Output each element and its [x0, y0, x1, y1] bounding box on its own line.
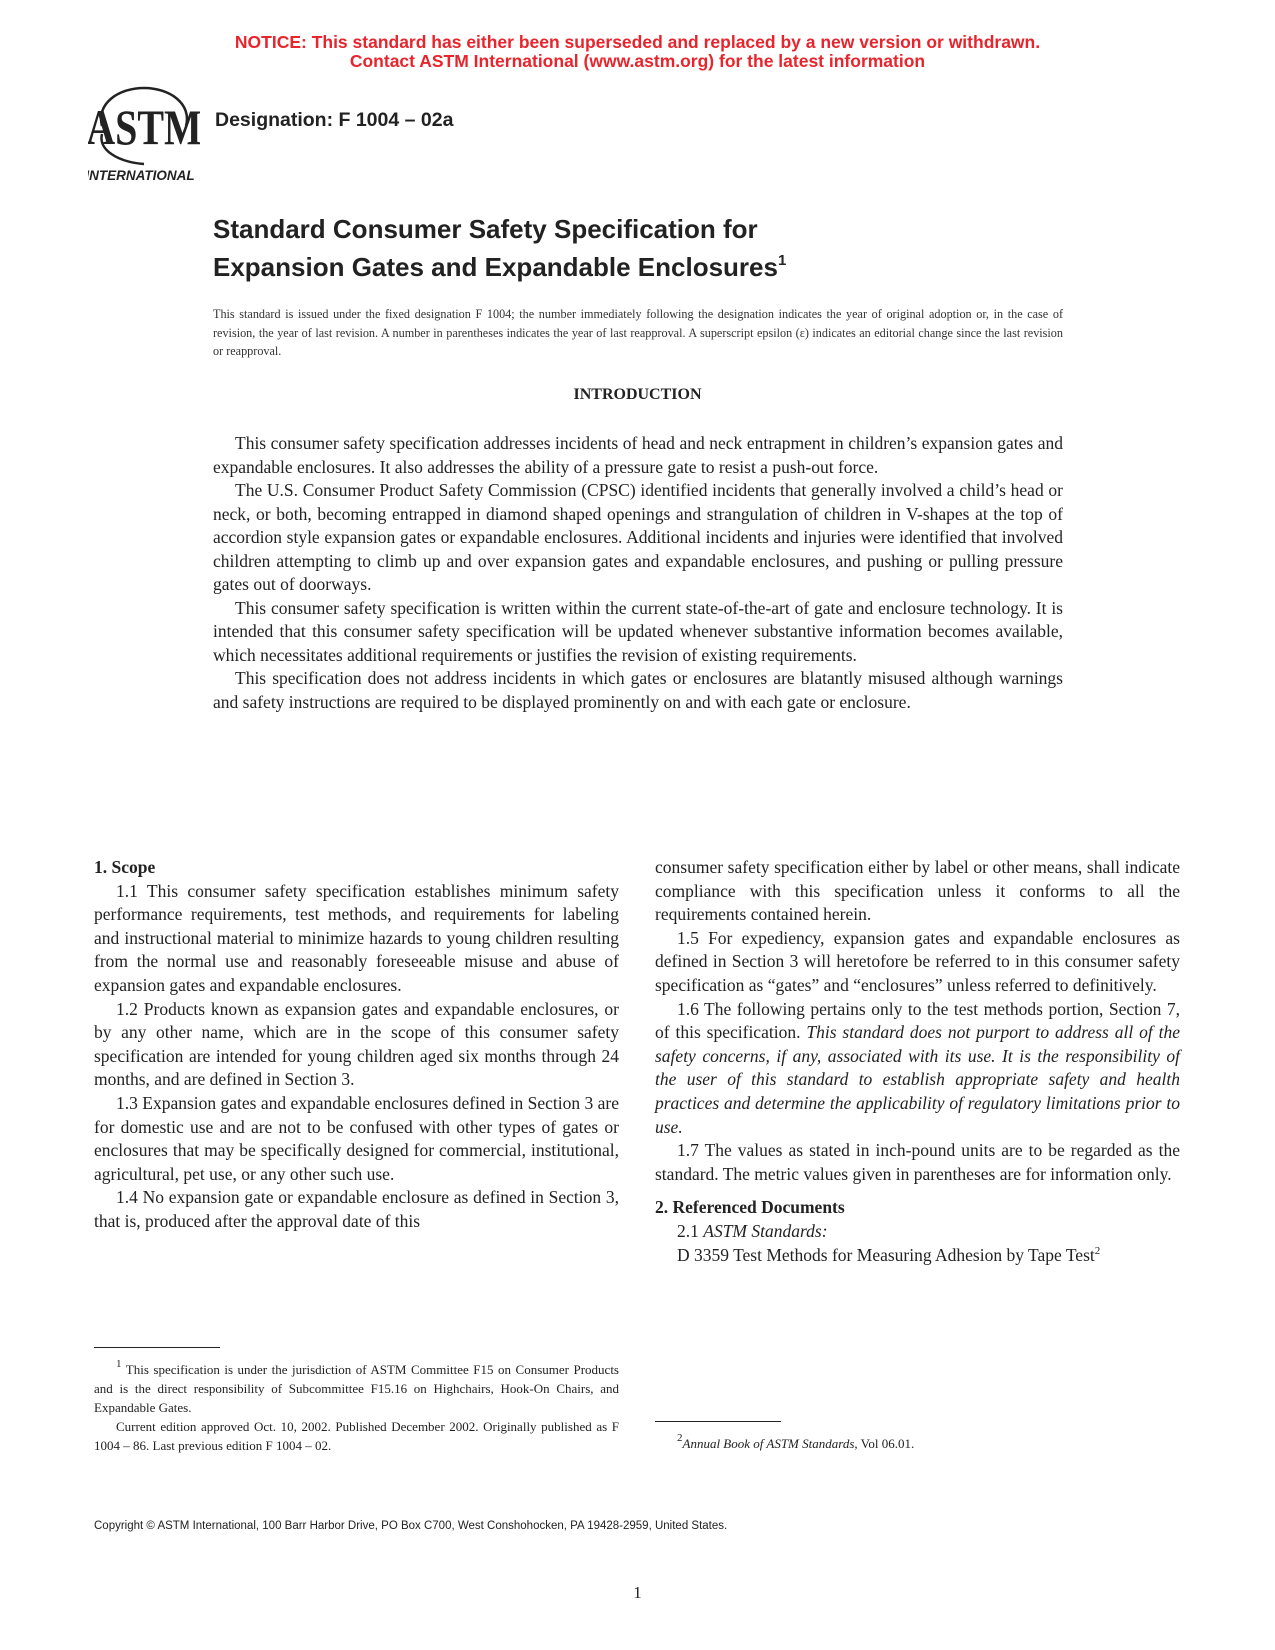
- paragraph-1-1: 1.1 This consumer safety specification establishes minimum safety performance requirements, test methods, and requirements for labeling and instructional material to minimize hazards to young children resulting from the normal use and reasonably foreseeable misuse and abuse of expansion gates and expandable enclosures.: [94, 880, 619, 995]
- notice-line-1: NOTICE: This standard has either been superseded and replaced by a new version or withdrawn.: [234, 32, 1041, 52]
- designation: Designation: F 1004 – 02a: [215, 109, 454, 131]
- title-line-1: Standard Consumer Safety Specification for: [213, 214, 758, 244]
- footnote-2-volume: , Vol 06.01.: [854, 1436, 915, 1451]
- paragraph-1-7: 1.7 The values as stated in inch-pound units are to be regarded as the standard. The metric values given in parentheses are for information only.: [655, 1140, 1180, 1184]
- page-number: 1: [633, 1583, 642, 1602]
- logo-international: INTERNATIONAL: [88, 168, 195, 183]
- intro-paragraph: The U.S. Consumer Product Safety Commission (CPSC) identified incidents that generally involved a child’s head or neck, or both, becoming entrapped in diamond shaped openings and strangulation of children in V-shapes at the top of accordion style expansion gates or expandable enclosures. Additional incidents and injuries were identified that involved children attempting to climb up and over expansion gates and expandable enclosures, and pushing or pulling pressure gates out of doorways.: [213, 480, 1063, 594]
- introduction-body: [213, 432, 1063, 714]
- notice-line-2: Contact ASTM International (www.astm.org) for the latest information: [349, 51, 926, 71]
- title-footnote-ref: 1: [777, 252, 787, 269]
- paragraph-1-3: 1.3 Expansion gates and expandable enclosures defined in Section 3 are for domestic use and are not to be confused with other types of gates or enclosures that may be specifically designed for commercial, institutional, agricultural, pet use, or any other such use.: [94, 1092, 619, 1184]
- section-2-heading: 2. Referenced Documents: [655, 1197, 845, 1218]
- footnote-1-edition: Current edition approved Oct. 10, 2002. Published December 2002. Originally published as F 1004 – 86. Last previous edition F 1004 – 02.: [94, 1419, 619, 1453]
- right-column: [655, 856, 1180, 1267]
- introduction-heading: INTRODUCTION: [573, 386, 702, 403]
- paragraph-1-5: 1.5 For expediency, expansion gates and expandable enclosures as defined in Section 3 will heretofore be referred to in this consumer safety specification as “gates” and “enclosures” unless referred to definitively.: [655, 927, 1180, 995]
- referenced-document: [655, 1244, 1180, 1268]
- withdrawal-notice: [0, 33, 1275, 71]
- paragraph-1-6-caveat: This standard does not purport to address all of the safety concerns, if any, associated with its use. It is the responsibility of the user of this standard to establish appropriate safety and health practices and determine the applicability of regulatory limitations prior to use.: [655, 1022, 1180, 1137]
- paragraph-1-6: [655, 998, 1180, 1140]
- paragraph-1-6-text: 1.6 The following pertains only to the test methods portion, Section 7, of this specification.: [655, 998, 1180, 1043]
- reference-footnote-ref: 2: [1094, 1244, 1101, 1257]
- footnote-1-number: 1: [116, 1358, 122, 1370]
- document-title: [213, 213, 786, 283]
- footnote-2-number: 2: [677, 1432, 683, 1444]
- intro-paragraph: This consumer safety specification addresses incidents of head and neck entrapment in children’s expansion gates and expandable enclosures. It also addresses the ability of a pressure gate to resist a push-out force.: [213, 433, 1063, 477]
- left-column: [94, 856, 619, 1234]
- footnote-divider: [94, 1347, 220, 1348]
- title-line-2: Expansion Gates and Expandable Enclosures: [213, 252, 778, 282]
- reference-d3359: D 3359 Test Methods for Measuring Adhesion by Tape Test: [677, 1244, 1095, 1265]
- paragraph-1-2: 1.2 Products known as expansion gates and expandable enclosures, or by any other name, which are in the scope of this consumer safety specification are intended for young children aged six months through 24 months, and are defined in Section 3.: [94, 998, 619, 1090]
- section-1-heading: 1. Scope: [94, 857, 156, 877]
- footnote-1-text: This specification is under the jurisdiction of ASTM Committee F15 on Consumer Products and is the direct responsibility of Subcommittee F15.16 on Highchairs, Hook-On Chairs, and Expandable Gates.: [94, 1362, 619, 1415]
- issue-statement: This standard is issued under the fixed designation F 1004; the number immediately following the designation indicates the year of original adoption or, in the case of revision, the year of last revision. A number in parentheses indicates the year of last reapproval. A superscript epsilon (ε) indicates an editorial change since the last revision or reapproval.: [213, 307, 1063, 358]
- footnote-2: [655, 1434, 1180, 1453]
- copyright-line: Copyright © ASTM International, 100 Barr Harbor Drive, PO Box C700, West Conshohocken, PA 19428-2959, United States.: [94, 1520, 728, 1532]
- footnote-divider: [655, 1421, 781, 1422]
- footnote-1: [94, 1360, 619, 1455]
- astm-logo-graphic: [88, 84, 200, 184]
- subsection-2-1-number: 2.1: [677, 1220, 699, 1241]
- subsection-2-1: [655, 1220, 1180, 1244]
- logo-wordmark: ASTM: [88, 99, 200, 156]
- subsection-2-1-title: ASTM Standards:: [703, 1220, 828, 1241]
- paragraph-1-4: 1.4 No expansion gate or expandable enclosure as defined in Section 3, that is, produced after the approval date of this: [94, 1187, 619, 1231]
- intro-paragraph: This consumer safety specification is written within the current state-of-the-art of gate and enclosure technology. It is intended that this consumer safety specification will be updated whenever substantive information becomes available, which necessitates additional requirements or justifies the revision of existing requirements.: [213, 597, 1063, 665]
- paragraph-1-4-continued: consumer safety specification either by label or other means, shall indicate compliance with this specification unless it conforms to all the requirements contained herein.: [655, 857, 1180, 925]
- intro-paragraph: This specification does not address incidents in which gates or enclosures are blatantly misused although warnings and safety instructions are required to be displayed prominently on and with each gate or enclosure.: [213, 668, 1063, 712]
- footnote-2-title: Annual Book of ASTM Standards: [682, 1436, 855, 1451]
- astm-logo: [88, 84, 200, 184]
